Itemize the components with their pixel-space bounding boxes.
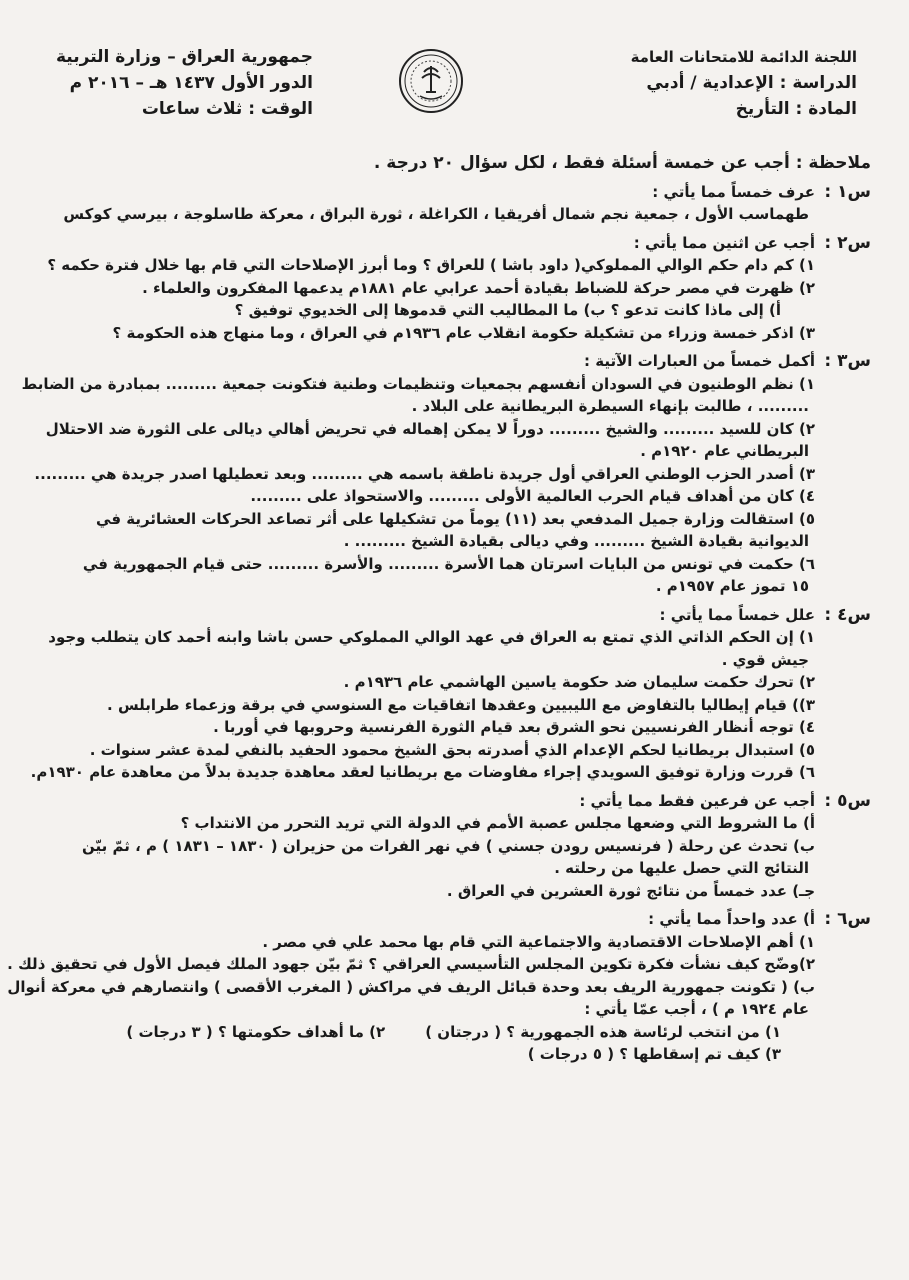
- question-line: ......... ، طالبت بإنهاء السيطرة البريطانية على البلاد .: [411, 397, 809, 415]
- exam-note: ملاحظة : أجب عن خمسة أسئلة فقط ، لكل سؤال ٢٠ درجة .: [373, 153, 871, 173]
- question-2: [40, 232, 871, 255]
- question-line: ٥) استقالت وزارة جميل المدفعي بعد (١١) يوماً من تشكيلها على أثر تصاعد الحركات العشائرية في: [96, 509, 815, 528]
- question-number: س٤ :: [824, 604, 871, 625]
- question-line: ٦) حكمت في تونس من البايات اسرتان هما الأسرة ......... والأسرة ......... حتى قيام الجمهورية في: [82, 554, 815, 573]
- exam-session: الدور الأول ١٤٣٧ هـ – ٢٠١٦ م: [69, 73, 313, 93]
- question-line: ٣) أصدر الحزب الوطني العراقي أول جريدة ناطقة باسمه هي ......... وبعد تعطيلها اصدر جريدة هي .........: [34, 464, 815, 483]
- committee-name: اللجنة الدائمة للامتحانات العامة: [630, 48, 857, 66]
- question-title: أ) عدد واحداً مما يأتي :: [648, 910, 815, 928]
- ministry-seal-icon: [398, 48, 464, 114]
- question-line: ٣)) قيام إيطاليا بالتفاوض مع الليبيين وعقدها اتفاقيات مع السنوسي في برقة وزعماء طرابلس .: [107, 695, 815, 714]
- question-line: ٢) تحرك حكمت سليمان ضد حكومة ياسين الهاشمي عام ١٩٣٦م .: [343, 673, 815, 691]
- exam-body: [7, 152, 871, 1066]
- question-title: أجب عن اثنين مما يأتي :: [633, 233, 815, 252]
- question-line: ١) نظم الوطنيون في السودان أنفسهم بجمعيات وتنظيمات وطنية فتكونت جمعية ......... بمبادرة من الضابط: [21, 374, 815, 393]
- subject: المادة : التأريخ: [735, 99, 857, 119]
- question-line: ٢) كان للسيد ......... والشيخ ......... دوراً لا يمكن إهماله في تحريض أهالي ديالى على الثورة ضد الاحتلال: [45, 419, 815, 438]
- question-line: ٥) استبدال بريطانيا لحكم الإعدام الذي أصدرته بحق الشيخ محمود الحفيد بالنفي لمدة عشر سنوات .: [89, 740, 815, 759]
- question-line: أ) إلى ماذا كانت تدعو ؟ ب) ما المطاليب التي قدموها إلى الخديوي توفيق ؟: [234, 301, 781, 319]
- question-number: س٥ :: [824, 790, 871, 811]
- header-right: [631, 44, 857, 122]
- study-level: الدراسة : الإعدادية / أدبي: [646, 73, 857, 93]
- question-1: [40, 181, 871, 204]
- question-line: ب) تحدث عن رحلة ( فرنسيس رودن جسني ) في نهر الفرات من حزيران ( ١٨٣٠ – ١٨٣١ ) م ، ثمّ بيّن: [82, 836, 815, 855]
- question-line: [40, 1021, 871, 1044]
- question-title: أجب عن فرعين فقط مما يأتي :: [579, 791, 815, 810]
- question-line: الديوانية بقيادة الشيخ ......... وفي ديالى بقيادة الشيخ ......... .: [343, 532, 809, 550]
- question-line: النتائج التي حصل عليها من رحلته .: [554, 859, 809, 877]
- question-5: [40, 790, 871, 813]
- question-title: علل خمساً مما يأتي :: [659, 605, 815, 624]
- question-line: عام ١٩٢٤ م ) ، أجب عمّا يأتي :: [584, 1000, 809, 1018]
- question-line: ٤) كان من أهداف قيام الحرب العالمية الأولى ......... والاستحواذ على .........: [250, 487, 815, 505]
- question-line: ١) إن الحكم الذاتي الذي تمتع به العراق في عهد الوالي المملوكي حسن باشا وابنه أحمد كان يتطلب وجود: [48, 628, 815, 646]
- question-number: س٦ :: [824, 909, 871, 929]
- question-line: طهماسب الأول ، جمعية نجم شمال أفريقيا ، الكراغلة ، ثورة البراق ، معركة طاسلوجة ، بيرسي كوكس: [63, 205, 809, 223]
- question-line: ٦) قررت وزارة توفيق السويدي إجراء مفاوضات مع بريطانيا لعقد معاهدة جديدة بدلاً من معاهدة عام ١٩٣٠م.: [30, 763, 815, 781]
- question-line: ٤) توجه أنظار الفرنسيين نحو الشرق بعد قيام الثورة الفرنسية وحروبها في أوربا .: [213, 718, 815, 736]
- question-line: ١٥ تموز عام ١٩٥٧م .: [655, 577, 809, 595]
- question-title: عرف خمساً مما يأتي :: [652, 182, 815, 201]
- exam-duration: الوقت : ثلاث ساعات: [141, 99, 313, 119]
- country-ministry: جمهورية العراق – وزارة التربية: [56, 47, 313, 67]
- header-left: [56, 44, 313, 122]
- question-4: [40, 604, 871, 627]
- question-number: س٢ :: [824, 232, 871, 253]
- question-number: س٣ :: [824, 351, 871, 371]
- question-line: ١) كم دام حكم الوالي المملوكي( داود باشا ) للعراق ؟ وما أبرز الإصلاحات التي قام بها خلال فترة حكمه ؟: [47, 256, 815, 274]
- sub-question: ٢) ما أهداف حكومتها ؟ ( ٣ درجات ): [126, 1022, 386, 1041]
- question-line: ٢) ظهرت في مصر حركة للضباط بقيادة أحمد عرابي عام ١٨٨١م يدعمها المفكرون والعلماء .: [142, 278, 815, 297]
- question-line: أ) ما الشروط التي وضعها مجلس عصبة الأمم في الدولة التي تريد التحرر من الانتداب ؟: [180, 814, 815, 832]
- question-line: جيش قوي .: [721, 650, 809, 669]
- question-title: أكمل خمساً من العبارات الآتية :: [584, 352, 815, 370]
- question-number: س١ :: [824, 181, 871, 202]
- sub-question: ١) من انتخب لرئاسة هذه الجمهورية ؟ ( درجتان ): [425, 1022, 781, 1041]
- question-line: ب) ( تكونت جمهورية الريف بعد وحدة قبائل الريف في مراكش ( المغرب الأقصى ) وانتصارهم في معركة أنوال: [7, 977, 815, 996]
- question-line: ٢)وضّح كيف نشأت فكرة تكوين المجلس التأسيسي العراقي ؟ ثمّ بيّن جهود الملك فيصل الأول في تحقيق ذلك .: [7, 955, 815, 973]
- question-line: ٣) اذكر خمسة وزراء من تشكيلة حكومة انقلاب عام ١٩٣٦م في العراق ، وما منهاج هذه الحكومة ؟: [112, 323, 815, 342]
- question-line: جـ) عدد خمساً من نتائج ثورة العشرين في العراق .: [446, 881, 815, 900]
- question-3: [40, 350, 871, 373]
- question-6: [40, 908, 871, 931]
- sub-question: ٣) كيف تم إسقاطها ؟ ( ٥ درجات ): [527, 1045, 781, 1063]
- question-line: ١) أهم الإصلاحات الاقتصادية والاجتماعية التي قام بها محمد علي في مصر .: [262, 932, 815, 951]
- question-line: البريطاني عام ١٩٢٠م .: [640, 442, 809, 460]
